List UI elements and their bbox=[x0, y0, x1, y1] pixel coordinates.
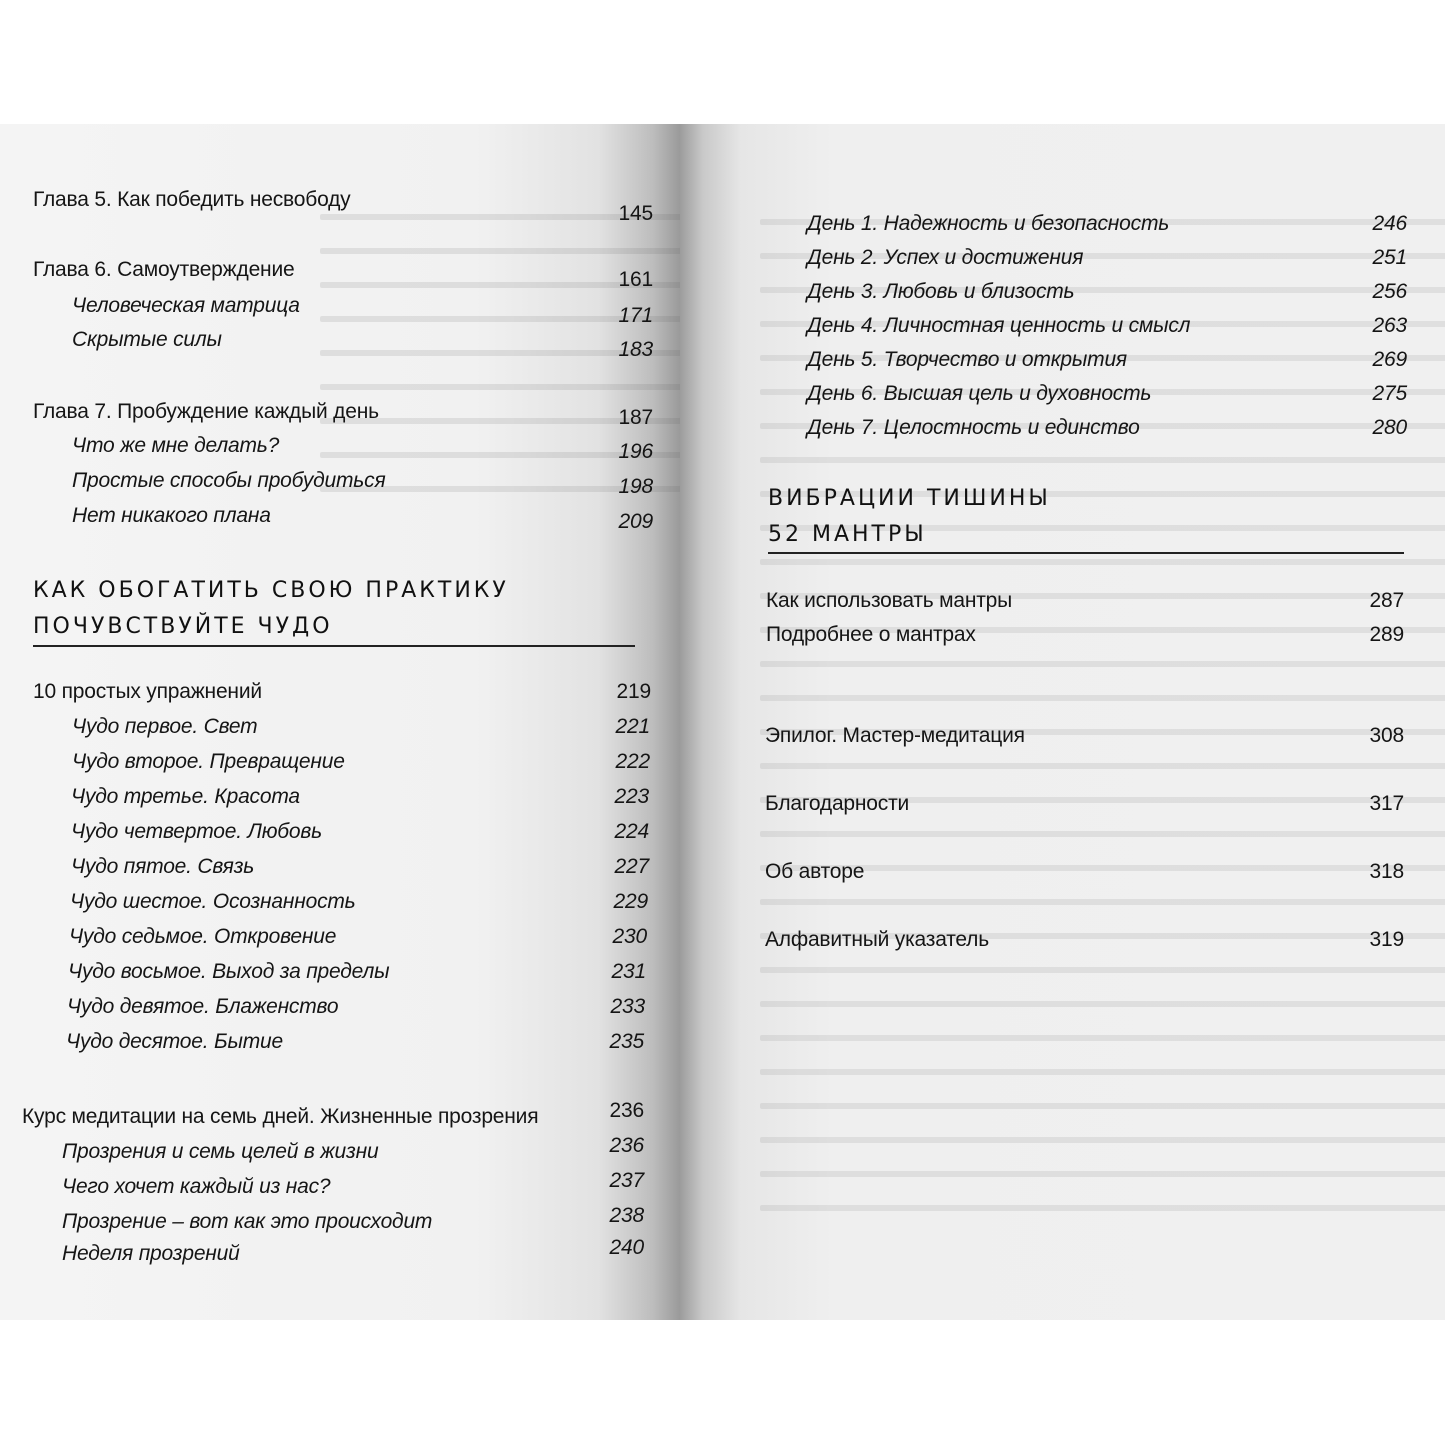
toc-entry-page: 187 bbox=[618, 406, 653, 429]
toc-entry-page: 237 bbox=[609, 1169, 644, 1192]
section-title-line1: ВИБРАЦИИ ТИШИНЫ bbox=[768, 486, 1051, 511]
toc-entry-title: Скрытые силы bbox=[72, 328, 222, 351]
toc-subentry[interactable] bbox=[807, 280, 1407, 304]
toc-entry-title: Что же мне делать? bbox=[72, 434, 280, 457]
toc-entry-acknowledgements[interactable] bbox=[765, 792, 1404, 816]
toc-entry-title: Неделя прозрений bbox=[62, 1242, 240, 1265]
toc-entry-title: День 6. Высшая цель и духовность bbox=[807, 382, 1152, 405]
toc-entry-title: Глава 7. Пробуждение каждый день bbox=[33, 400, 379, 423]
toc-entry-page: 183 bbox=[618, 338, 653, 361]
toc-entry-page: 319 bbox=[1369, 928, 1404, 951]
toc-subentry[interactable] bbox=[71, 785, 649, 809]
toc-entry-title: Подробнее о мантрах bbox=[766, 623, 976, 646]
toc-entry-page: 233 bbox=[610, 995, 645, 1018]
toc-subentry[interactable] bbox=[62, 1236, 644, 1266]
toc-entry-page: 246 bbox=[1372, 212, 1407, 235]
toc-subentry[interactable] bbox=[70, 890, 648, 914]
toc-entry-page: 280 bbox=[1372, 416, 1407, 439]
toc-entry-page: 171 bbox=[618, 304, 653, 327]
toc-subentry[interactable] bbox=[66, 1030, 644, 1054]
left-page bbox=[0, 124, 680, 1320]
section-rule bbox=[33, 645, 635, 647]
toc-entry-title: Чудо десятое. Бытие bbox=[66, 1030, 283, 1053]
toc-entry-title: Чудо второе. Превращение bbox=[72, 750, 345, 773]
toc-entry-about-author[interactable] bbox=[765, 860, 1404, 884]
toc-entry-page: 227 bbox=[614, 855, 649, 878]
toc-entry-index[interactable] bbox=[765, 928, 1404, 952]
toc-entry-epilogue[interactable] bbox=[765, 724, 1404, 748]
toc-entry-mantras-details[interactable] bbox=[766, 623, 1404, 647]
toc-entry-page: 196 bbox=[618, 440, 653, 463]
toc-entry-title: Благодарности bbox=[765, 792, 910, 815]
toc-entry-page: 198 bbox=[618, 475, 653, 498]
toc-entry-exercises[interactable] bbox=[33, 680, 651, 704]
toc-subentry[interactable] bbox=[68, 960, 646, 984]
toc-entry-title: Чего хочет каждый из нас? bbox=[62, 1175, 331, 1198]
toc-entry-title: Чудо восьмое. Выход за пределы bbox=[68, 960, 390, 983]
section-title-line2: ПОЧУВСТВУЙТЕ ЧУДО bbox=[33, 614, 333, 639]
toc-entry-chapter7[interactable] bbox=[33, 400, 653, 429]
toc-subentry[interactable] bbox=[807, 314, 1407, 338]
toc-entry-page: 238 bbox=[609, 1204, 644, 1227]
toc-subentry[interactable] bbox=[807, 348, 1407, 372]
section-title-line1: КАК ОБОГАТИТЬ СВОЮ ПРАКТИКУ bbox=[33, 578, 509, 603]
toc-entry-page: 231 bbox=[611, 960, 646, 983]
toc-entry-page: 219 bbox=[616, 680, 651, 703]
toc-entry-page: 145 bbox=[618, 202, 653, 225]
toc-entry-title: День 1. Надежность и безопасность bbox=[807, 212, 1170, 235]
toc-entry-title: Чудо пятое. Связь bbox=[71, 855, 255, 878]
toc-subentry[interactable] bbox=[72, 469, 653, 498]
toc-subentry[interactable] bbox=[72, 294, 653, 327]
book-spread bbox=[0, 124, 1445, 1320]
toc-entry-title: День 5. Творчество и открытия bbox=[807, 348, 1127, 371]
toc-entry-title: Чудо третье. Красота bbox=[71, 785, 300, 808]
toc-entry-page: 236 bbox=[609, 1134, 644, 1157]
toc-subentry[interactable] bbox=[72, 328, 653, 361]
toc-subentry[interactable] bbox=[69, 925, 647, 949]
toc-subentry[interactable] bbox=[72, 504, 653, 533]
toc-entry-page: 161 bbox=[618, 268, 653, 291]
toc-entry-page: 275 bbox=[1372, 382, 1407, 405]
toc-subentry[interactable] bbox=[72, 434, 653, 463]
toc-entry-title: День 2. Успех и достижения bbox=[807, 246, 1084, 269]
toc-entry-title: День 3. Любовь и близость bbox=[807, 280, 1075, 303]
toc-entry-title: Чудо девятое. Блаженство bbox=[67, 995, 339, 1018]
toc-entry-page: 289 bbox=[1369, 623, 1404, 646]
toc-entry-page: 236 bbox=[609, 1099, 644, 1122]
toc-subentry[interactable] bbox=[807, 246, 1407, 270]
toc-entry-title: Глава 6. Самоутверждение bbox=[33, 258, 295, 281]
toc-entry-title: День 7. Целостность и единство bbox=[807, 416, 1140, 439]
toc-subentry[interactable] bbox=[62, 1134, 644, 1164]
toc-entry-title: Прозрение – вот как это происходит bbox=[62, 1210, 433, 1233]
toc-entry-page: 256 bbox=[1372, 280, 1407, 303]
toc-entry-title: День 4. Личностная ценность и смысл bbox=[807, 314, 1191, 337]
toc-entry-title: Глава 5. Как победить несвободу bbox=[33, 188, 351, 211]
toc-entry-title: Нет никакого плана bbox=[72, 504, 271, 527]
toc-entry-title: Чудо четвертое. Любовь bbox=[71, 820, 322, 843]
toc-subentry[interactable] bbox=[72, 750, 650, 774]
toc-entry-mantras-usage[interactable] bbox=[766, 589, 1404, 613]
toc-entry-page: 240 bbox=[609, 1236, 644, 1259]
toc-entry-title: Чудо седьмое. Откровение bbox=[69, 925, 337, 948]
toc-entry-page: 269 bbox=[1372, 348, 1407, 371]
toc-entry-page: 229 bbox=[613, 890, 648, 913]
toc-subentry[interactable] bbox=[72, 715, 650, 739]
toc-entry-title: Чудо шестое. Осознанность bbox=[70, 890, 356, 913]
toc-subentry[interactable] bbox=[62, 1169, 644, 1199]
toc-subentry[interactable] bbox=[67, 995, 645, 1019]
toc-entry-title: Чудо первое. Свет bbox=[72, 715, 258, 738]
toc-entry-course[interactable] bbox=[22, 1099, 644, 1129]
toc-entry-page: 222 bbox=[615, 750, 650, 773]
toc-subentry[interactable] bbox=[71, 820, 649, 844]
toc-subentry[interactable] bbox=[807, 382, 1407, 406]
toc-subentry[interactable] bbox=[62, 1204, 644, 1234]
toc-entry-title: Прозрения и семь целей в жизни bbox=[62, 1140, 379, 1163]
toc-entry-title: Как использовать мантры bbox=[766, 589, 1013, 612]
toc-entry-page: 251 bbox=[1372, 246, 1407, 269]
toc-entry-chapter5[interactable] bbox=[33, 188, 653, 225]
toc-entry-page: 318 bbox=[1369, 860, 1404, 883]
toc-entry-title: Человеческая матрица bbox=[72, 294, 300, 317]
toc-entry-title: Курс медитации на семь дней. Жизненные прозрения bbox=[22, 1105, 539, 1128]
toc-entry-page: 235 bbox=[609, 1030, 644, 1053]
toc-entry-page: 224 bbox=[614, 820, 649, 843]
toc-entry-page: 317 bbox=[1369, 792, 1404, 815]
toc-entry-page: 287 bbox=[1369, 589, 1404, 612]
toc-subentry[interactable] bbox=[71, 855, 649, 879]
toc-entry-page: 308 bbox=[1369, 724, 1404, 747]
toc-entry-page: 209 bbox=[618, 510, 653, 533]
toc-entry-page: 223 bbox=[614, 785, 649, 808]
toc-subentry[interactable] bbox=[807, 212, 1407, 236]
toc-entry-title: Об авторе bbox=[765, 860, 865, 883]
right-page bbox=[680, 124, 1445, 1320]
toc-entry-title: Эпилог. Мастер-медитация bbox=[765, 724, 1025, 747]
toc-entry-chapter6[interactable] bbox=[33, 258, 653, 291]
toc-subentry[interactable] bbox=[807, 416, 1407, 440]
section-rule bbox=[768, 552, 1404, 554]
toc-entry-title: Алфавитный указатель bbox=[765, 928, 989, 951]
toc-entry-page: 230 bbox=[612, 925, 647, 948]
toc-entry-page: 221 bbox=[615, 715, 650, 738]
toc-entry-page: 263 bbox=[1372, 314, 1407, 337]
toc-entry-title: Простые способы пробудиться bbox=[72, 469, 386, 492]
toc-entry-title: 10 простых упражнений bbox=[33, 680, 262, 703]
section-title-line2: 52 МАНТРЫ bbox=[768, 522, 927, 547]
